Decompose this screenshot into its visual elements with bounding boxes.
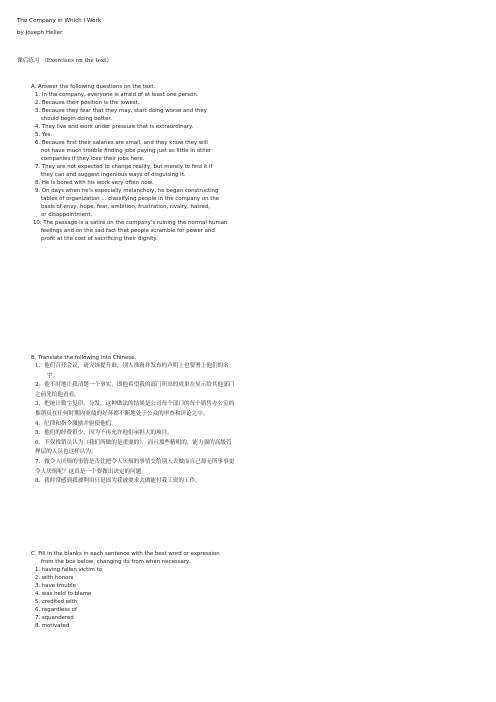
answer-line: from the box below, changing its from when necessary.	[41, 559, 191, 565]
answer-line: 8. He is bored with his work very often now.	[35, 180, 154, 186]
translation-line: 2．他不时地让我清楚一个事实，即他希望我的部门所出的成果在显示给其他部门	[35, 382, 235, 389]
answer-line: 2. Because their position is the lowest.	[35, 100, 140, 106]
answer-line: 6. Because first their salaries are small, and they know they will	[35, 140, 208, 146]
translation-line: 字。	[47, 372, 59, 379]
answer-line: 5. credited with	[35, 599, 78, 605]
translation-line: 5．他们的经费很少，因为不再允许他们承担大的项目。	[35, 430, 173, 437]
answer-line: 8. motivated	[35, 623, 70, 629]
answer-line: 4. was held to blame	[35, 591, 92, 597]
answer-line: basis of envy, hope, fear, ambition, frustration, rivalry, hatred,	[41, 204, 210, 210]
answer-line: 3. Because they fear that they may, start doing worse and they	[35, 108, 207, 114]
answer-line: 5. Yes.	[35, 132, 53, 138]
document-title: The Company in Which I Work	[17, 18, 102, 24]
translation-line: 之前先给他看看。	[35, 391, 80, 398]
section-c-title: C. Fill in the blanks in each sentence with the best word or expression	[31, 551, 220, 557]
translation-line: 理层的人员也这样认为。	[35, 449, 97, 456]
exercises-heading: 课后练习 （Exercises on the text）	[17, 58, 112, 64]
answer-line: not have much trouble finding jobs paying just as little in other	[41, 148, 212, 154]
answer-line: or disappointment.	[41, 212, 93, 218]
answer-line: profit at the cost of sacrificing their dignity.	[41, 236, 158, 242]
translation-line: 4．纪律和指令激励并驱使他们。	[35, 420, 117, 427]
section-b-translations	[31, 362, 234, 487]
section-a-title: A. Answer the following questions on the text.	[31, 84, 156, 90]
answer-line: 10. The passage is a satire on the company's ruining the normal human	[33, 220, 228, 226]
answer-line: feelings and on the sad fact that people scramble for power and	[41, 228, 215, 234]
section-a	[31, 83, 227, 243]
section-c-answers	[31, 558, 220, 630]
translation-line: 8．我时常感到我被利用只是因为我被要求去做能付我工资的工作。	[35, 478, 201, 485]
section-a-answers	[31, 91, 227, 243]
document-author: by Joseph Heller	[17, 30, 63, 36]
answer-line: companies if they lose their jobs here.	[41, 156, 145, 162]
translation-line: 推销员在任何时期内业绩的好坏都不断地处于公众的审查和评论之中。	[35, 410, 209, 417]
answer-line: 6. regardless of	[35, 607, 77, 613]
translation-line: 令人厌烦呢？这真是一个要做出决定的问题。	[35, 468, 147, 475]
section-b	[31, 354, 234, 487]
answer-line: should begin doing better.	[41, 116, 112, 122]
answer-line: tables of organization ... classifying people in the company on the	[41, 196, 220, 202]
answer-line: they can and suggest ingenious ways of disguising it.	[41, 172, 186, 178]
answer-line: 1. having fallen victim to	[35, 567, 103, 573]
answer-line: 4. They live and work under pressure that is extraordinary.	[35, 124, 194, 130]
section-c	[31, 550, 220, 630]
section-b-title: B. Translate the following into Chinese.	[31, 355, 137, 361]
answer-line: 9. On days when he's especially melancholy, he began constructing	[35, 188, 219, 194]
translation-line: 3．把统计数字复印，分发，这种做法的结果是公司每个部门的每个销售办公室的	[35, 401, 235, 408]
answer-line: 2. with honors	[35, 575, 74, 581]
answer-line: 7. squandered	[35, 615, 74, 621]
answer-line: 3. have trouble	[35, 583, 76, 589]
translation-line: 6．不仅推销员认为（我们所做的是重要的），而且那些精明的、能力强的高级管	[35, 439, 232, 446]
translation-line: 1．他们召开会议，研究该提升谁，别人准备并发布的声明上也要署上他们的名	[35, 363, 229, 369]
translation-line: 7．做令人厌烦的事情是否比把令人厌烦的事情交给别人去做而自己却无所事事更	[35, 458, 235, 465]
answer-line: 1. In the company, everyone is afraid of at least one person.	[35, 92, 199, 98]
answer-line: 7. They are not expected to change reality, but merely to find it if	[35, 164, 213, 170]
